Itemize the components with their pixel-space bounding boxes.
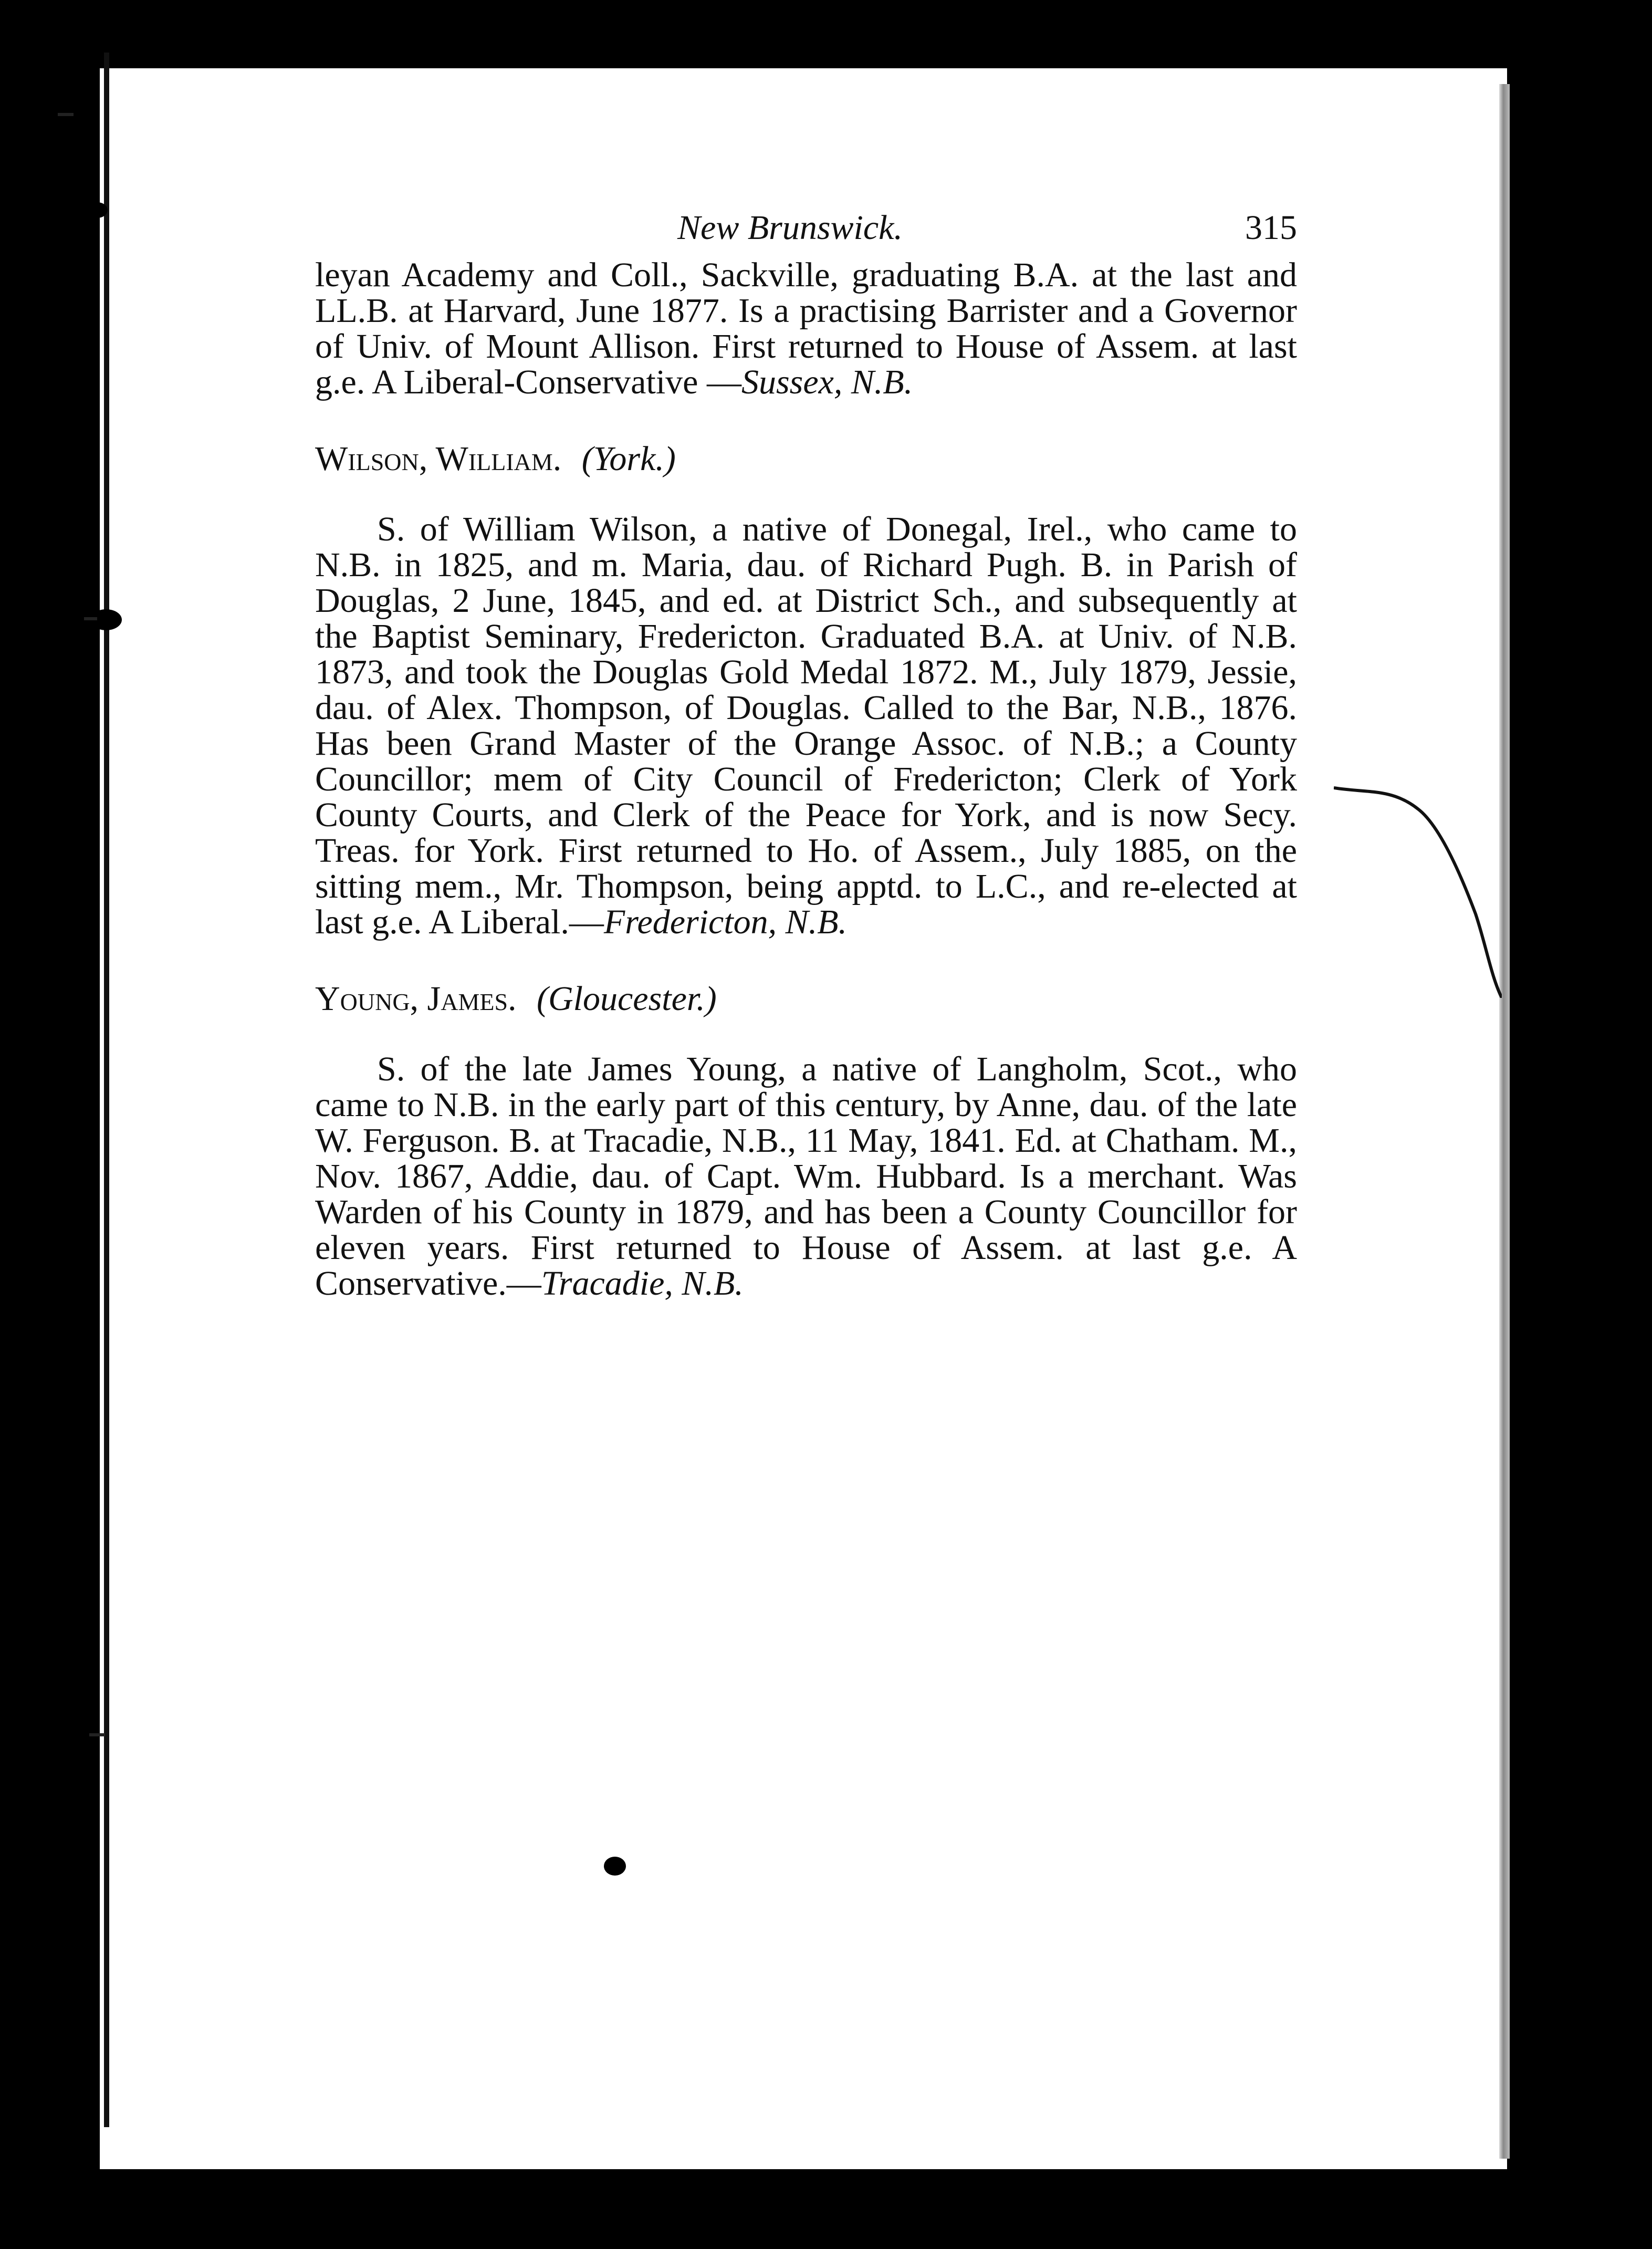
entry-heading	[315, 441, 1297, 477]
entry-name: Young, James.	[315, 980, 517, 1018]
binding-rule	[104, 53, 109, 2127]
entry-name: Wilson, William.	[315, 440, 562, 478]
binding-mark	[58, 113, 74, 116]
ink-blot	[87, 202, 108, 218]
page-edge-shadow	[1499, 84, 1510, 2159]
entry-place: Tracadie, N.B.	[541, 1264, 744, 1303]
page-number: 315	[1245, 209, 1297, 247]
entry-body: S. of the late James Young, a native of Langholm, Scot., who came to N.B. in the early part of this century, by Anne, dau. of the late W. Ferguson. B. at Tracadie, N.B., 11 May, 1841. Ed. at Chatham. M., Nov. 1867, Addie, dau. of Capt. Wm. Hubbard. Is a merchant. Was Warden of his County in 1879, and has been a County Councillor for eleven years. First returned to House of Assem. at last g.e. A Conservative.—Tracadie, N.B.	[315, 1050, 1297, 1303]
entry-place: Sussex, N.B.	[741, 363, 913, 401]
entry-constituency: (York.)	[581, 440, 676, 478]
stray-pen-mark	[1334, 777, 1502, 998]
ink-blot	[604, 1857, 626, 1876]
entry-place: Fredericton, N.B.	[603, 903, 848, 941]
entry-constituency: (Gloucester.)	[537, 980, 717, 1018]
binding-mark	[84, 617, 97, 620]
running-head	[315, 200, 1297, 257]
binding-mark	[89, 1733, 105, 1736]
entry-body: leyan Academy and Coll., Sackville, graduating B.A. at the last and LL.B. at Harvard, June 1877. Is a practising Barrister and a Governor of Univ. of Mount Allison. First returned to House of Assem. at last g.e. A Liberal-Conservative —Sussex, N.B.	[315, 256, 1297, 401]
entry-heading	[315, 981, 1297, 1017]
page-content	[315, 200, 1297, 1301]
running-title: New Brunswick.	[677, 209, 903, 247]
entry-body: S. of William Wilson, a native of Donegal, Irel., who came to N.B. in 1825, and m. Maria, dau. of Richard Pugh. B. in Parish of Douglas, 2 June, 1845, and ed. at District Sch., and subsequently at the Baptist Seminary, Fredericton. Graduated B.A. at Univ. of N.B. 1873, and took the Douglas Gold Medal 1872. M., July 1879, Jessie, dau. of Alex. Thompson, of Douglas. Called to the Bar, N.B., 1876. Has been Grand Master of the Orange Assoc. of N.B.; a County Councillor; mem of City Council of Fredericton; Clerk of York County Courts, and Clerk of the Peace for York, and is now Secy. Treas. for York. First returned to Ho. of Assem., July 1885, on the sitting mem., Mr. Thompson, being apptd. to L.C., and re-elected at last g.e. A Liberal.—Fredericton, N.B.	[315, 510, 1297, 941]
